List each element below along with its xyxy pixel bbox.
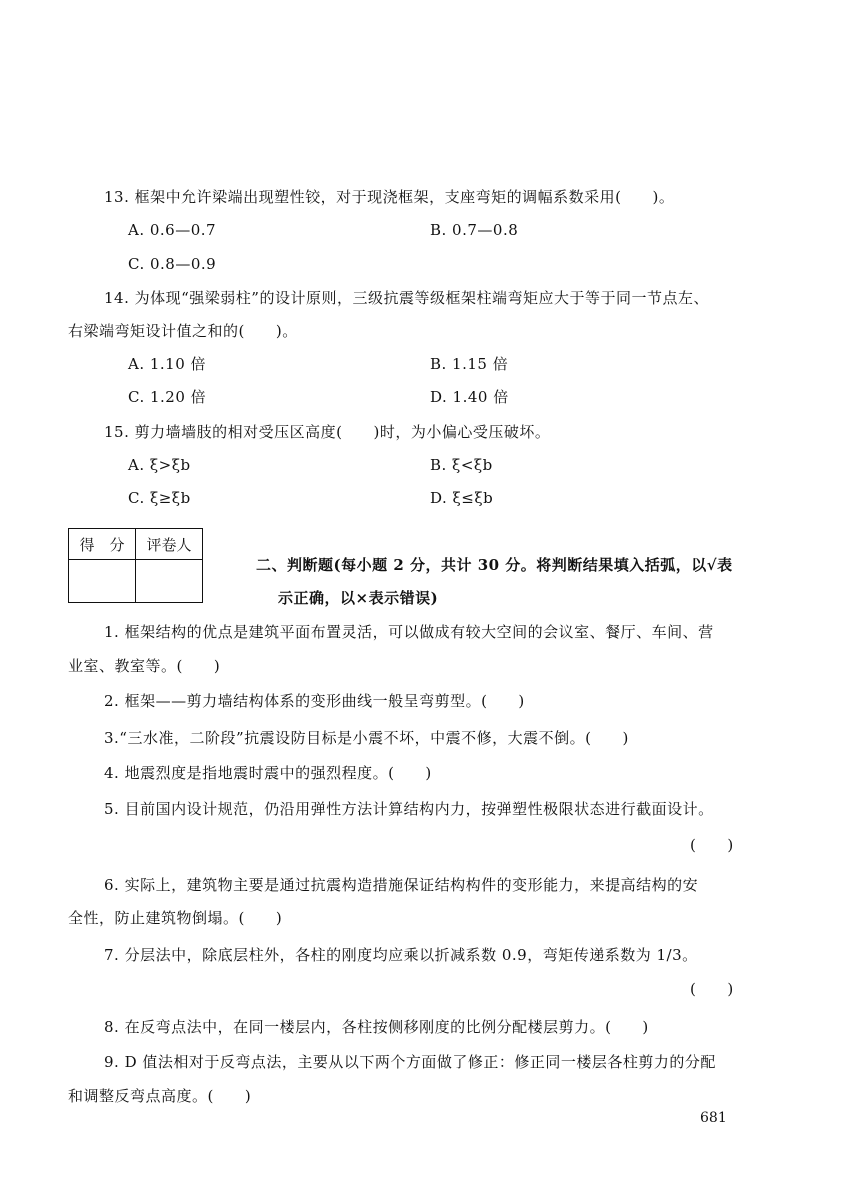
tf-question-3: 3.“三水准，二阶段”抗震设防目标是小震不坏，中震不修，大震不倒。( ): [104, 729, 629, 747]
tf-question-5: 5. 目前国内设计规范，仍沿用弹性方法计算结构内力，按弹塑性极限状态进行截面设计。: [104, 800, 714, 818]
question-15-option-d: D. ξ≤ξb: [430, 489, 494, 507]
question-15-option-a: A. ξ>ξb: [128, 456, 191, 474]
score-table: [68, 528, 203, 603]
tf-question-2: 2. 框架——剪力墙结构体系的变形曲线一般呈弯剪型。( ): [104, 692, 525, 710]
tf-question-8: 8. 在反弯点法中，在同一楼层内，各柱按侧移刚度的比例分配楼层剪力。( ): [104, 1018, 649, 1036]
section-title-line1: 二、判断题(每小题 2 分，共计 30 分。将判断结果填入括弧，以√表: [256, 556, 733, 574]
question-13-option-a: A. 0.6—0.7: [128, 221, 217, 239]
tf-question-4: 4. 地震烈度是指地震时震中的强烈程度。( ): [104, 764, 432, 782]
page-number: 681: [700, 1110, 727, 1126]
question-15-option-c: C. ξ≥ξb: [128, 489, 191, 507]
tf-question-9-cont: 和调整反弯点高度。( ): [68, 1087, 252, 1105]
question-14-option-c: C. 1.20 倍: [128, 388, 207, 406]
question-14-option-a: A. 1.10 倍: [128, 355, 207, 373]
tf-question-7: 7. 分层法中，除底层柱外，各柱的刚度均应乘以折减系数 0.9，弯矩传递系数为 1/3。: [104, 946, 698, 964]
tf-question-5-paren: ( ): [690, 836, 734, 854]
tf-question-1-cont: 业室、教室等。( ): [68, 657, 221, 675]
question-15-stem: 15. 剪力墙墙肢的相对受压区高度( )时，为小偏心受压破坏。: [104, 423, 551, 441]
tf-question-7-paren: ( ): [690, 980, 734, 998]
question-14-option-d: D. 1.40 倍: [430, 388, 509, 406]
question-13-stem: 13. 框架中允许梁端出现塑性铰，对于现浇框架，支座弯矩的调幅系数采用( )。: [104, 188, 675, 206]
question-13-option-c: C. 0.8—0.9: [128, 255, 217, 273]
tf-question-6: 6. 实际上，建筑物主要是通过抗震构造措施保证结构构件的变形能力，来提高结构的安: [104, 876, 699, 894]
question-14-stem: 14. 为体现“强梁弱柱”的设计原则，三级抗震等级框架柱端弯矩应大于等于同一节点左、: [104, 289, 709, 307]
tf-question-6-cont: 全性，防止建筑物倒塌。( ): [68, 909, 283, 927]
tf-question-1: 1. 框架结构的优点是建筑平面布置灵活，可以做成有较大空间的会议室、餐厅、车间、营: [104, 623, 714, 641]
tf-question-9: 9. D 值法相对于反弯点法，主要从以下两个方面做了修正：修正同一楼层各柱剪力的分配: [104, 1053, 716, 1071]
question-14-stem-cont: 右梁端弯矩设计值之和的( )。: [68, 322, 298, 340]
score-header: 得 分: [69, 529, 136, 560]
question-13-option-b: B. 0.7—0.8: [430, 221, 519, 239]
score-cell: [69, 560, 136, 603]
question-14-option-b: B. 1.15 倍: [430, 355, 509, 373]
grader-header: 评卷人: [136, 529, 203, 560]
section-title-line2: 示正确，以×表示错误): [278, 589, 439, 607]
question-15-option-b: B. ξ<ξb: [430, 456, 493, 474]
grader-cell: [136, 560, 203, 603]
